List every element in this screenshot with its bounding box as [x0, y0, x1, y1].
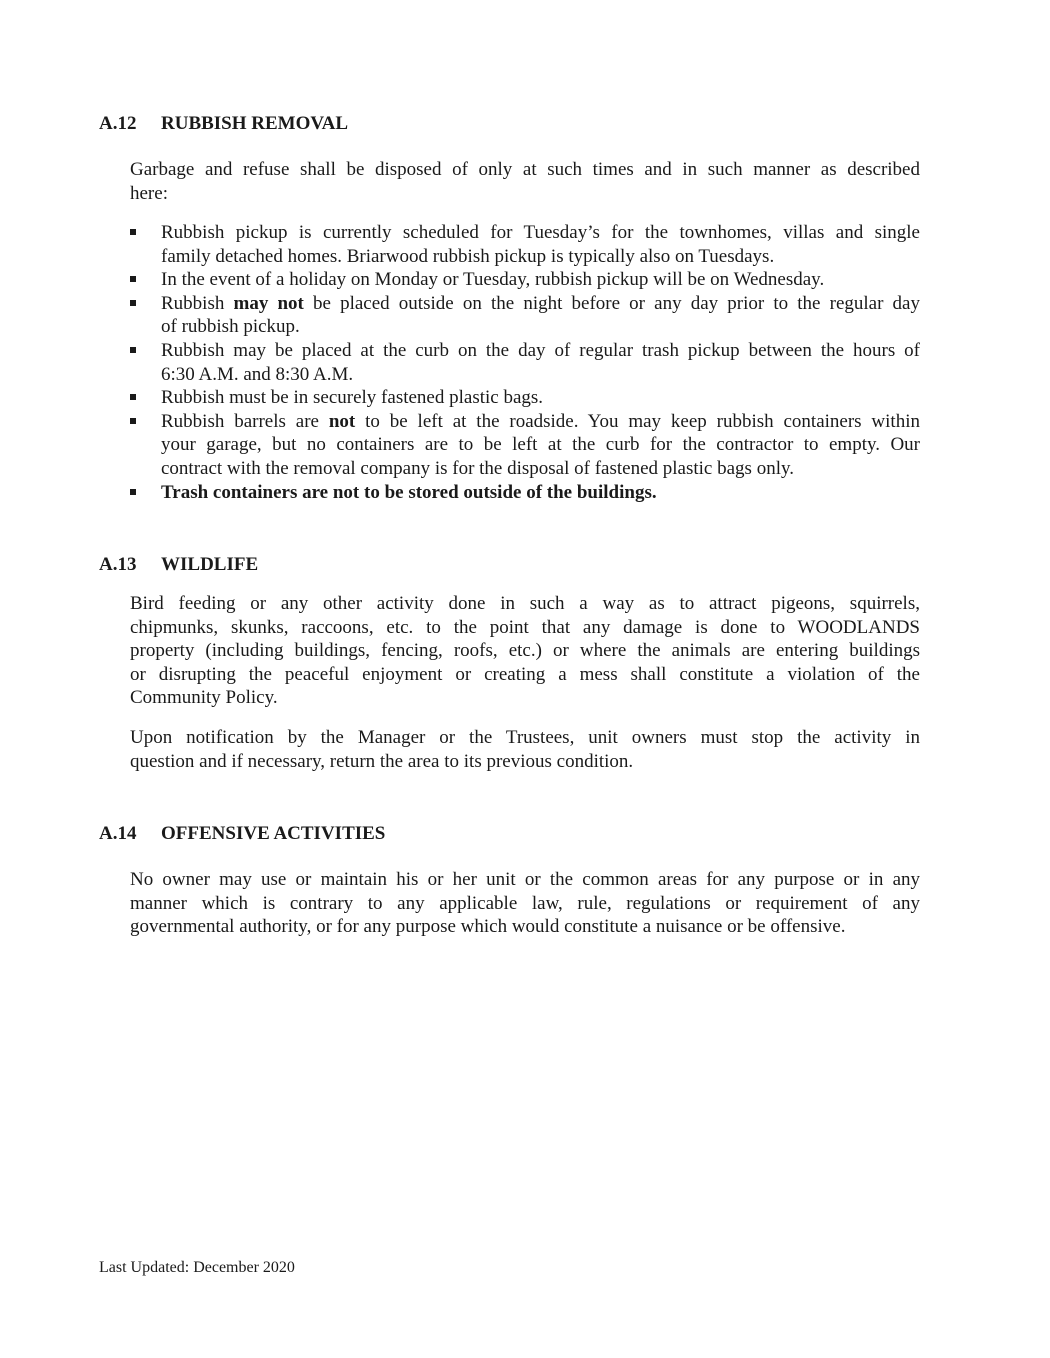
bullet-square-icon: [130, 300, 136, 306]
list-item-line: family detached homes. Briarwood rubbish pickup is typically also on Tuesdays.: [161, 245, 775, 267]
list-item-line: your garage, but no containers are to be left at the curb for the contractor to empty. Our: [161, 434, 920, 456]
paragraph-line: property (including buildings, fencing, roofs, etc.) or where the animals are entering buildings: [130, 640, 920, 662]
section-number: A.12: [99, 113, 137, 134]
text-run: to be left at the roadside. You may keep rubbish containers within: [355, 410, 920, 432]
list-item: [130, 339, 920, 386]
bullet-square-icon: [130, 418, 136, 424]
rubbish-rules-list: [130, 221, 920, 504]
section-heading-a13: [99, 553, 258, 577]
rubbish-intro-paragraph: [130, 158, 920, 205]
section-title: OFFENSIVE ACTIVITIES: [161, 823, 386, 844]
section-number: A.14: [99, 823, 137, 844]
list-item: [130, 410, 920, 481]
wildlife-notification-paragraph: [130, 726, 920, 773]
list-item: [130, 386, 920, 410]
list-item-line: 6:30 A.M. and 8:30 A.M.: [161, 363, 354, 385]
offensive-activities-paragraph: [130, 868, 920, 939]
emphasis-text: may not: [233, 292, 304, 314]
paragraph-line: question and if necessary, return the area to its previous condition.: [130, 750, 634, 772]
list-item-line: Trash containers are not to be stored outside of the buildings.: [161, 481, 657, 503]
paragraph-line: here:: [130, 182, 168, 204]
bullet-square-icon: [130, 276, 136, 282]
paragraph-line: Community Policy.: [130, 687, 278, 709]
list-item-line: Rubbish pickup is currently scheduled for Tuesday’s for the townhomes, villas and single: [161, 222, 920, 243]
paragraph-line: or disrupting the peaceful enjoyment or creating a mess shall constitute a violation of the: [130, 663, 920, 685]
list-item-line: contract with the removal company is for the disposal of fastened plastic bags only.: [161, 457, 794, 479]
footer-last-updated: Last Updated: December 2020: [99, 1259, 295, 1276]
paragraph-line: Bird feeding or any other activity done in such a way as to attract pigeons, squirrels,: [130, 593, 920, 614]
list-item-line: In the event of a holiday on Monday or Tuesday, rubbish pickup will be on Wednesday.: [161, 269, 825, 291]
section-title: WILDLIFE: [161, 554, 259, 575]
section-title: RUBBISH REMOVAL: [161, 113, 349, 134]
list-item-line: Rubbish may be placed at the curb on the day of regular trash pickup between the hours of: [161, 339, 920, 361]
list-item-line: Rubbish must be in securely fastened plastic bags.: [161, 387, 544, 409]
bullet-square-icon: [130, 394, 136, 400]
wildlife-paragraph: [130, 592, 920, 710]
list-item-line: of rubbish pickup.: [161, 316, 300, 338]
text-run: Rubbish: [161, 292, 234, 314]
paragraph-line: No owner may use or maintain his or her unit or the common areas for any purpose or in any: [130, 869, 920, 890]
list-item: [130, 221, 920, 268]
list-item: [130, 268, 920, 292]
paragraph-line: Upon notification by the Manager or the Trustees, unit owners must stop the activity in: [130, 727, 920, 748]
bullet-square-icon: [130, 347, 136, 353]
bullet-square-icon: [130, 489, 136, 495]
paragraph-line: chipmunks, skunks, raccoons, etc. to the point that any damage is done to WOODLANDS: [130, 616, 920, 638]
paragraph-line: manner which is contrary to any applicable law, rule, regulations or requirement of any: [130, 892, 920, 914]
list-item-line: [161, 410, 920, 434]
list-item: [130, 292, 920, 339]
section-heading-a12: [99, 112, 348, 136]
section-heading-a14: [99, 822, 385, 846]
paragraph-line: Garbage and refuse shall be disposed of only at such times and in such manner as described: [130, 159, 920, 180]
section-number: A.13: [99, 554, 137, 575]
bullet-square-icon: [130, 229, 136, 235]
list-item-line: [161, 292, 920, 316]
paragraph-line: governmental authority, or for any purpose which would constitute a nuisance or be offensive.: [130, 916, 846, 938]
list-item: [130, 481, 920, 505]
emphasis-text: not: [328, 410, 356, 432]
text-run: be placed outside on the night before or any day prior to the regular day: [303, 292, 920, 314]
text-run: Rubbish barrels are: [161, 410, 329, 432]
